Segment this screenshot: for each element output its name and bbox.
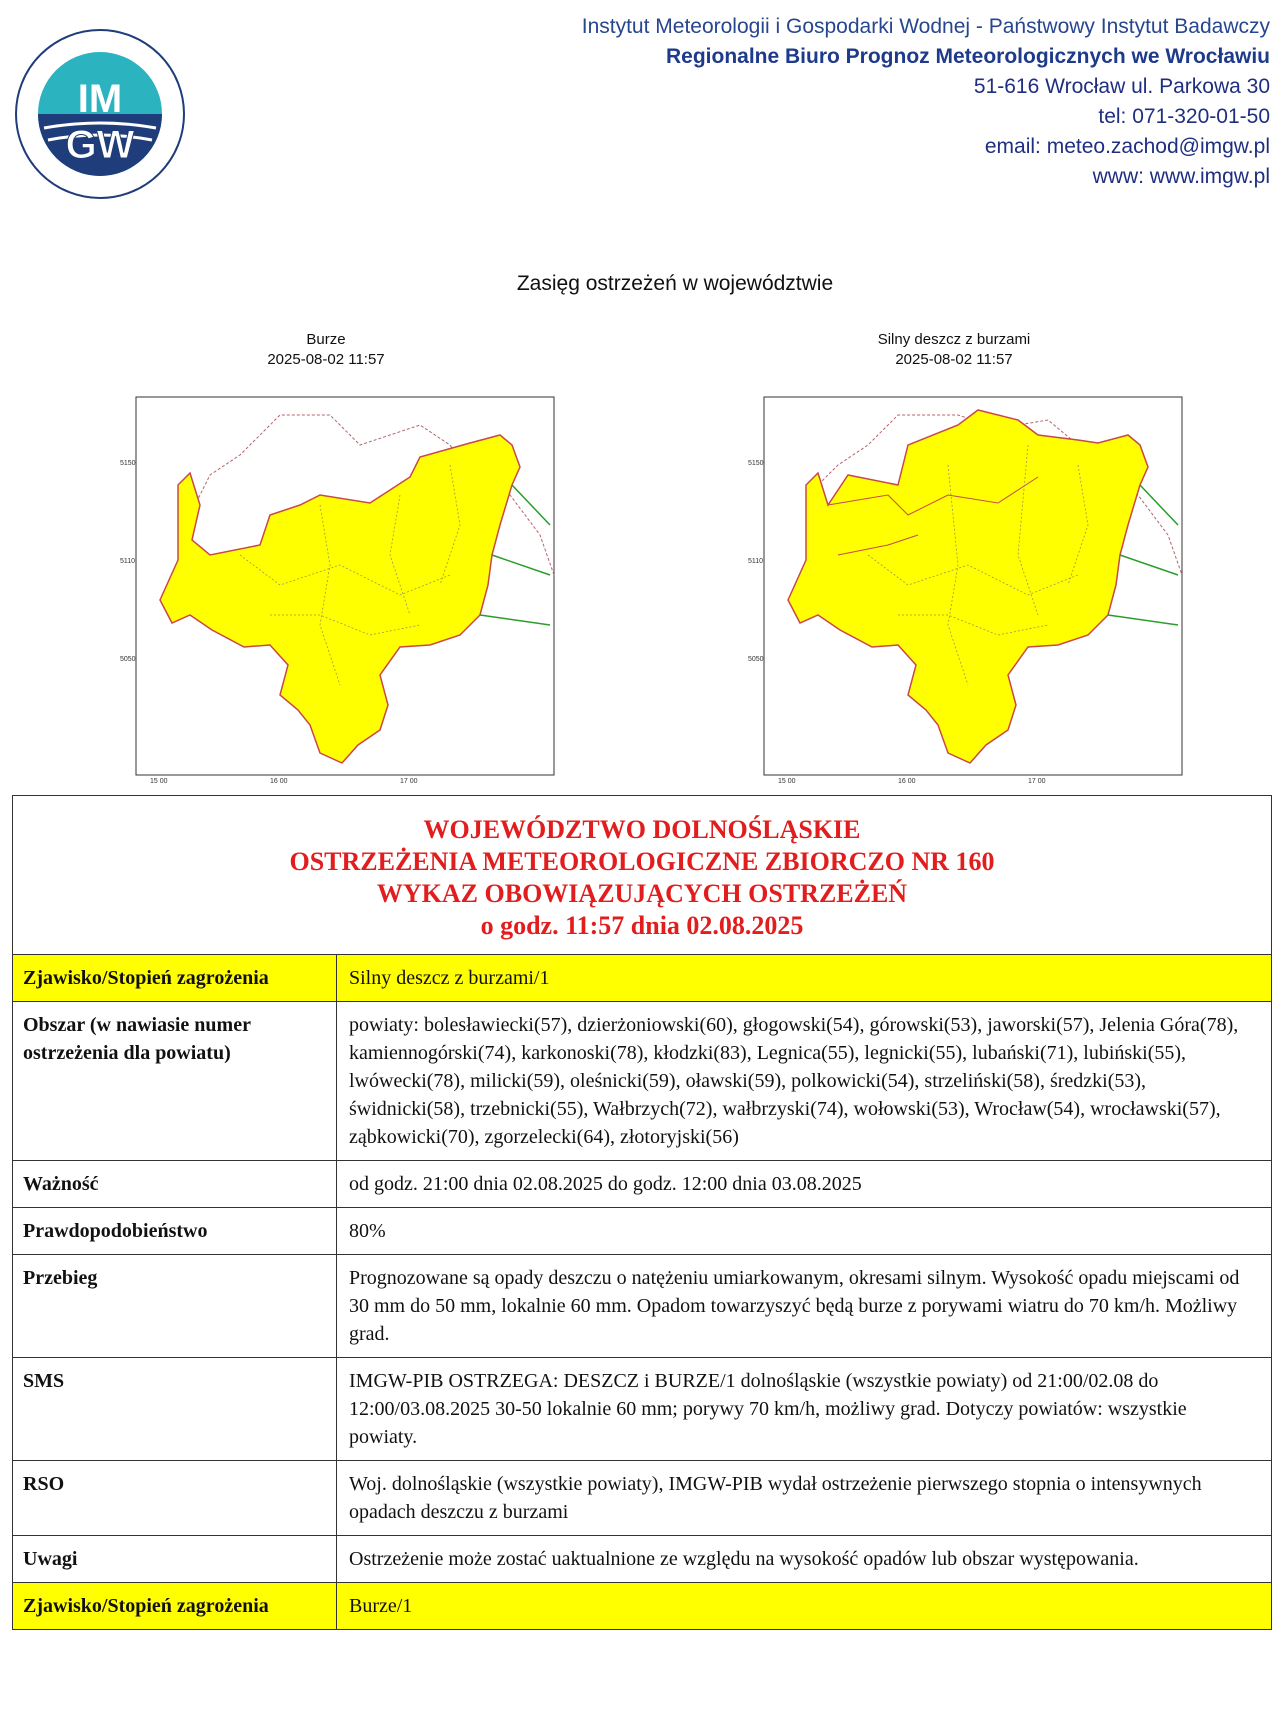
lon-label: 15 00 — [778, 778, 796, 785]
table-row — [13, 1161, 1271, 1208]
map-burze — [120, 385, 560, 785]
row-key: Uwagi — [13, 1536, 337, 1582]
logo-text-bottom: GW — [65, 123, 135, 167]
row-key: Zjawisko/Stopień zagrożenia — [13, 1583, 337, 1629]
banner-region: WOJEWÓDZTWO DOLNOŚLĄSKIE — [423, 815, 861, 844]
row-key: RSO — [13, 1461, 337, 1535]
range-title: Zasięg ostrzeżeń w województwie — [516, 272, 834, 295]
banner-title: OSTRZEŻENIA METEOROLOGICZNE ZBIORCZO NR 160 — [289, 847, 995, 876]
row-key: Przebieg — [13, 1255, 337, 1357]
row-key: SMS — [13, 1358, 337, 1460]
lon-label: 16 00 — [898, 778, 916, 785]
row-value: Woj. dolnośląskie (wszystkie powiaty), IMGW-PIB wydał ostrzeżenie pierwszego stopnia o intensywnych opadach deszczu z burzami — [349, 1473, 1202, 1523]
map-silny-deszcz — [748, 385, 1188, 785]
imgw-logo — [14, 28, 186, 200]
lat-label: 5110 — [748, 558, 764, 565]
row-key: Prawdopodobieństwo — [13, 1208, 337, 1254]
row-value: Prognozowane są opady deszczu o natężeniu umiarkowanym, okresami silnym. Wysokość opadu miejscami od 30 mm do 50 mm, lokalnie 60 mm. Opadom towarzyszyć będą burze z porywami wiatru do 70 km/h. Możliwy grad. — [349, 1267, 1240, 1345]
lat-label: 5150 — [748, 460, 764, 467]
lon-label: 17 00 — [400, 778, 418, 785]
banner-subtitle: WYKAZ OBOWIĄZUJĄCYCH OSTRZEŻEŃ — [376, 879, 908, 908]
row-key: Zjawisko/Stopień zagrożenia — [13, 955, 337, 1001]
lon-label: 15 00 — [150, 778, 168, 785]
lon-label: 16 00 — [270, 778, 288, 785]
table-row — [13, 1002, 1271, 1161]
banner-datetime: o godz. 11:57 dnia 02.08.2025 — [480, 911, 804, 940]
table-row — [13, 1255, 1271, 1358]
office-name: Regionalne Biuro Prognoz Meteorologicznych we Wrocławiu — [665, 45, 1270, 68]
email[interactable]: email: meteo.zachod@imgw.pl — [984, 135, 1270, 158]
row-value: IMGW-PIB OSTRZEGA: DESZCZ i BURZE/1 dolnośląskie (wszystkie powiaty) od 21:00/02.08 do 12:00/03.08.2025 30-50 lokalnie 60 mm; porywy 70 km/h, możliwy grad. Dotyczy powiatów: wszystkie powiaty. — [349, 1370, 1187, 1448]
row-key: Obszar (w nawiasie numer ostrzeżenia dla powiatu) — [13, 1002, 337, 1160]
lat-label: 5050 — [748, 656, 764, 663]
table-row — [13, 1536, 1271, 1583]
lat-label: 5050 — [120, 656, 136, 663]
table-row — [13, 955, 1271, 1002]
row-value: powiaty: bolesławiecki(57), dzierżoniowski(60), głogowski(54), górowski(53), jaworski(57), Jelenia Góra(78), kamiennogórski(74), karkonoski(78), kłodzki(83), Legnica(55), legnicki(55), lubański(71), lubiński(55), lwówecki(78), milicki(59), oleśnicki(59), oławski(59), polkowicki(54), strzeliński(58), średzki(53), świdnicki(58), trzebnicki(55), Wałbrzych(72), wałbrzyski(74), wołowski(53), Wrocław(54), wrocławski(57), ząbkowicki(70), zgorzelecki(64), złotoryjski(56) — [349, 1014, 1239, 1148]
phone: tel: 071-320-01-50 — [1098, 105, 1270, 128]
map-title: Silny deszcz z burzami — [877, 331, 1031, 348]
address: 51-616 Wrocław ul. Parkowa 30 — [973, 75, 1270, 98]
row-value: Burze/1 — [349, 1595, 413, 1617]
map-caption-deszcz — [804, 330, 1104, 370]
institute-name: Instytut Meteorologii i Gospodarki Wodnej - Państwowy Instytut Badawczy — [581, 15, 1270, 38]
map-datetime: 2025-08-02 11:57 — [267, 351, 385, 368]
row-value: 80% — [349, 1220, 386, 1242]
warning-banner — [13, 796, 1271, 955]
map-title: Burze — [306, 331, 346, 348]
lon-label: 17 00 — [1028, 778, 1046, 785]
row-key: Ważność — [13, 1161, 337, 1207]
map-datetime: 2025-08-02 11:57 — [895, 351, 1013, 368]
table-row — [13, 1461, 1271, 1536]
row-value: Ostrzeżenie może zostać uaktualnione ze względu na wysokość opadów lub obszar występowania. — [349, 1548, 1139, 1570]
lat-label: 5150 — [120, 460, 136, 467]
table-row — [13, 1358, 1271, 1461]
table-row — [13, 1208, 1271, 1255]
row-value: od godz. 21:00 dnia 02.08.2025 do godz. 12:00 dnia 03.08.2025 — [349, 1173, 862, 1195]
lat-label: 5110 — [120, 558, 136, 565]
logo-text-top: IM — [77, 77, 123, 121]
map-caption-burze — [176, 330, 476, 370]
row-value: Silny deszcz z burzami/1 — [349, 967, 550, 989]
warning-table — [12, 795, 1272, 1630]
institute-header — [582, 12, 1270, 192]
table-row — [13, 1583, 1271, 1629]
website[interactable]: www: www.imgw.pl — [1092, 165, 1270, 188]
